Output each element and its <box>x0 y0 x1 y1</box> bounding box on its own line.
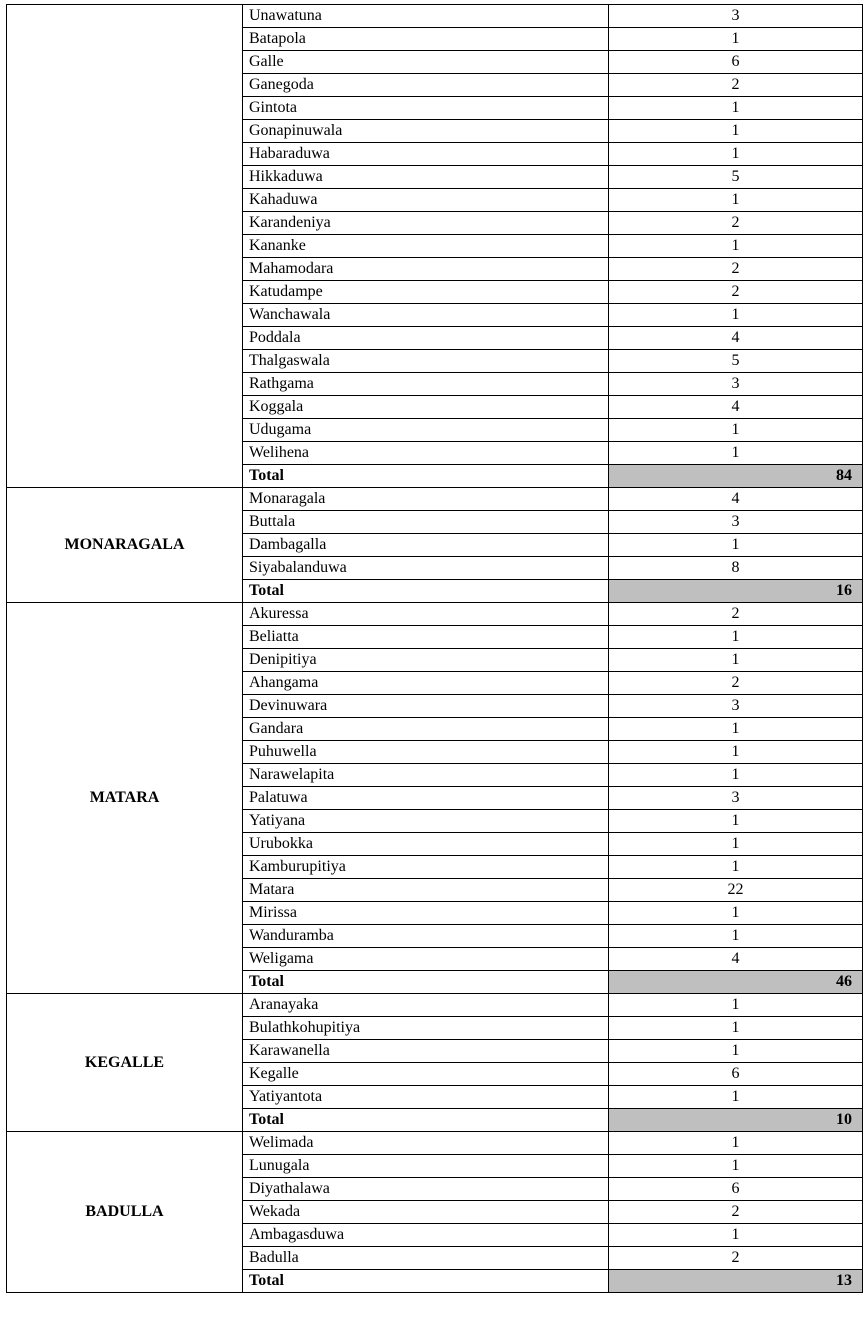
town-name-cell: Diyathalawa <box>243 1178 609 1201</box>
count-cell: 1 <box>609 143 863 166</box>
town-name-cell: Mirissa <box>243 902 609 925</box>
town-name-cell: Mahamodara <box>243 258 609 281</box>
town-name-cell: Rathgama <box>243 373 609 396</box>
town-name-cell: Welimada <box>243 1132 609 1155</box>
town-name-cell: Badulla <box>243 1247 609 1270</box>
count-cell: 1 <box>609 1040 863 1063</box>
count-cell: 1 <box>609 764 863 787</box>
town-name-cell: Lunugala <box>243 1155 609 1178</box>
town-name-cell: Ambagasduwa <box>243 1224 609 1247</box>
town-name-cell: Poddala <box>243 327 609 350</box>
district-name-cell: BADULLA <box>7 1132 243 1293</box>
town-name-cell: Kahaduwa <box>243 189 609 212</box>
town-name-cell: Udugama <box>243 419 609 442</box>
district-town-count-table <box>6 4 863 1293</box>
count-cell: 1 <box>609 419 863 442</box>
table-body <box>7 5 863 1293</box>
table-row <box>7 488 863 511</box>
town-name-cell: Yatiyana <box>243 810 609 833</box>
total-value-cell: 46 <box>609 971 863 994</box>
count-cell: 1 <box>609 120 863 143</box>
count-cell: 1 <box>609 189 863 212</box>
town-name-cell: Karandeniya <box>243 212 609 235</box>
count-cell: 6 <box>609 1178 863 1201</box>
town-name-cell: Koggala <box>243 396 609 419</box>
town-name-cell: Gintota <box>243 97 609 120</box>
total-label-cell: Total <box>243 465 609 488</box>
town-name-cell: Akuressa <box>243 603 609 626</box>
count-cell: 1 <box>609 304 863 327</box>
count-cell: 1 <box>609 235 863 258</box>
town-name-cell: Siyabalanduwa <box>243 557 609 580</box>
count-cell: 2 <box>609 258 863 281</box>
count-cell: 1 <box>609 994 863 1017</box>
town-name-cell: Beliatta <box>243 626 609 649</box>
town-name-cell: Buttala <box>243 511 609 534</box>
count-cell: 1 <box>609 97 863 120</box>
count-cell: 1 <box>609 741 863 764</box>
count-cell: 3 <box>609 373 863 396</box>
count-cell: 3 <box>609 511 863 534</box>
table-row <box>7 994 863 1017</box>
count-cell: 1 <box>609 1224 863 1247</box>
count-cell: 4 <box>609 488 863 511</box>
count-cell: 2 <box>609 74 863 97</box>
count-cell: 22 <box>609 879 863 902</box>
town-name-cell: Kananke <box>243 235 609 258</box>
town-name-cell: Kamburupitiya <box>243 856 609 879</box>
count-cell: 1 <box>609 442 863 465</box>
count-cell: 1 <box>609 856 863 879</box>
town-name-cell: Ahangama <box>243 672 609 695</box>
count-cell: 2 <box>609 672 863 695</box>
town-name-cell: Gandara <box>243 718 609 741</box>
count-cell: 1 <box>609 28 863 51</box>
count-cell: 2 <box>609 603 863 626</box>
count-cell: 1 <box>609 534 863 557</box>
count-cell: 4 <box>609 948 863 971</box>
town-name-cell: Puhuwella <box>243 741 609 764</box>
count-cell: 2 <box>609 1201 863 1224</box>
town-name-cell: Wanduramba <box>243 925 609 948</box>
count-cell: 1 <box>609 925 863 948</box>
count-cell: 6 <box>609 1063 863 1086</box>
town-name-cell: Batapola <box>243 28 609 51</box>
count-cell: 1 <box>609 810 863 833</box>
count-cell: 3 <box>609 787 863 810</box>
count-cell: 3 <box>609 695 863 718</box>
count-cell: 1 <box>609 1155 863 1178</box>
count-cell: 1 <box>609 649 863 672</box>
town-name-cell: Katudampe <box>243 281 609 304</box>
town-name-cell: Hikkaduwa <box>243 166 609 189</box>
town-name-cell: Ganegoda <box>243 74 609 97</box>
town-name-cell: Monaragala <box>243 488 609 511</box>
count-cell: 6 <box>609 51 863 74</box>
count-cell: 4 <box>609 396 863 419</box>
total-value-cell: 84 <box>609 465 863 488</box>
count-cell: 1 <box>609 1086 863 1109</box>
town-name-cell: Kegalle <box>243 1063 609 1086</box>
town-name-cell: Narawelapita <box>243 764 609 787</box>
town-name-cell: Thalgaswala <box>243 350 609 373</box>
district-name-cell: MATARA <box>7 603 243 994</box>
total-label-cell: Total <box>243 1270 609 1293</box>
count-cell: 1 <box>609 1132 863 1155</box>
count-cell: 3 <box>609 5 863 28</box>
count-cell: 1 <box>609 1017 863 1040</box>
count-cell: 1 <box>609 902 863 925</box>
town-name-cell: Weligama <box>243 948 609 971</box>
town-name-cell: Urubokka <box>243 833 609 856</box>
town-name-cell: Palatuwa <box>243 787 609 810</box>
count-cell: 1 <box>609 626 863 649</box>
town-name-cell: Habaraduwa <box>243 143 609 166</box>
town-name-cell: Yatiyantota <box>243 1086 609 1109</box>
town-name-cell: Wekada <box>243 1201 609 1224</box>
district-name-cell: KEGALLE <box>7 994 243 1132</box>
town-name-cell: Matara <box>243 879 609 902</box>
count-cell: 5 <box>609 166 863 189</box>
town-name-cell: Gonapinuwala <box>243 120 609 143</box>
count-cell: 2 <box>609 1247 863 1270</box>
count-cell: 8 <box>609 557 863 580</box>
town-name-cell: Karawanella <box>243 1040 609 1063</box>
count-cell: 1 <box>609 718 863 741</box>
town-name-cell: Aranayaka <box>243 994 609 1017</box>
town-name-cell: Galle <box>243 51 609 74</box>
town-name-cell: Dambagalla <box>243 534 609 557</box>
town-name-cell: Denipitiya <box>243 649 609 672</box>
count-cell: 1 <box>609 833 863 856</box>
district-name-cell: MONARAGALA <box>7 488 243 603</box>
town-name-cell: Devinuwara <box>243 695 609 718</box>
total-label-cell: Total <box>243 971 609 994</box>
town-name-cell: Unawatuna <box>243 5 609 28</box>
town-name-cell: Bulathkohupitiya <box>243 1017 609 1040</box>
table-row <box>7 1132 863 1155</box>
table-row <box>7 5 863 28</box>
count-cell: 4 <box>609 327 863 350</box>
total-label-cell: Total <box>243 580 609 603</box>
total-value-cell: 10 <box>609 1109 863 1132</box>
total-label-cell: Total <box>243 1109 609 1132</box>
town-name-cell: Wanchawala <box>243 304 609 327</box>
table-row <box>7 603 863 626</box>
count-cell: 5 <box>609 350 863 373</box>
count-cell: 2 <box>609 281 863 304</box>
total-value-cell: 13 <box>609 1270 863 1293</box>
total-value-cell: 16 <box>609 580 863 603</box>
town-name-cell: Welihena <box>243 442 609 465</box>
count-cell: 2 <box>609 212 863 235</box>
district-name-cell <box>7 5 243 488</box>
